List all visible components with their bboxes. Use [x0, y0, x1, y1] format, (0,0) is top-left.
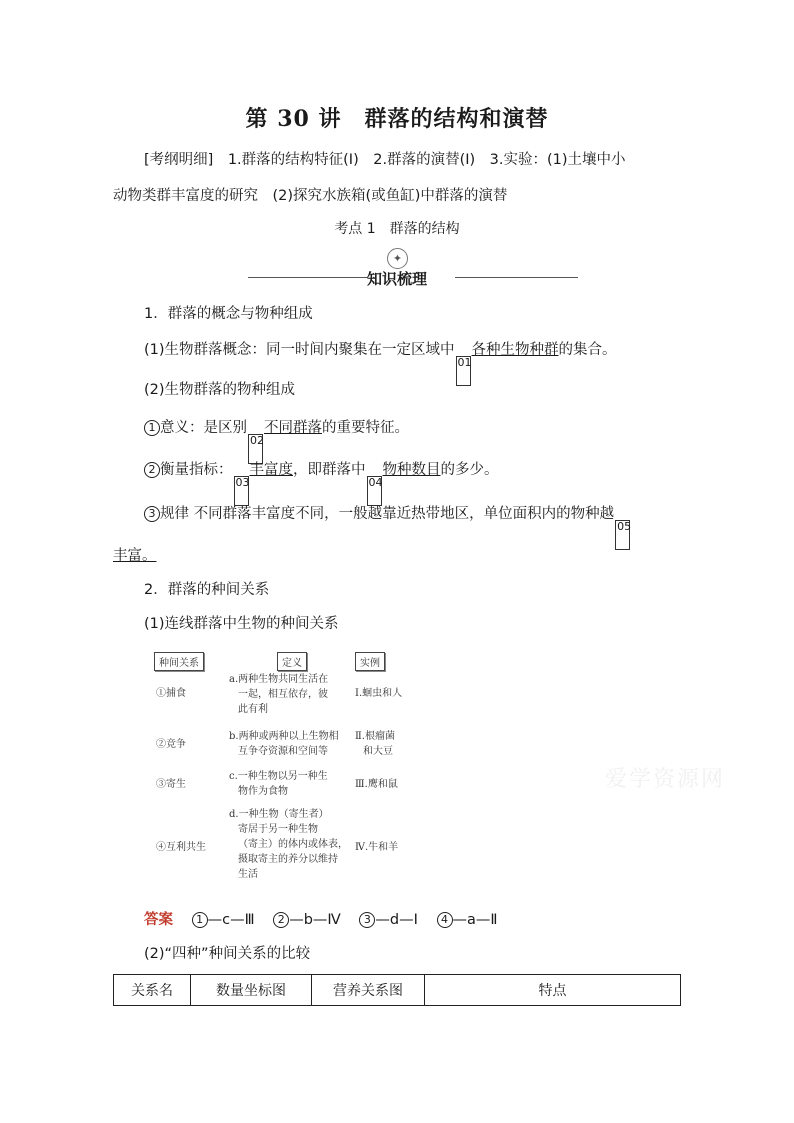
example-2: [355, 729, 395, 759]
circled-number: 1: [192, 912, 208, 928]
fill-answer: 各种生物种群: [471, 342, 559, 358]
example-line: 和大豆: [363, 746, 393, 757]
blank-number: 03: [234, 476, 249, 506]
blank-number: 05: [615, 520, 630, 550]
circled-number: 2: [273, 912, 289, 928]
fill-answer: 丰富。: [113, 548, 157, 564]
answer-item-3: [359, 912, 417, 928]
paragraph-1-2c: [144, 504, 631, 550]
circled-number: 3: [144, 506, 160, 522]
definition-d: [229, 807, 348, 882]
answer-text: —c—Ⅲ: [207, 912, 255, 928]
paragraph-1-2b: [144, 460, 499, 506]
relation-predation: ①捕食: [156, 688, 186, 699]
paragraph-1-2a: [144, 418, 409, 464]
blank-number: 04: [367, 476, 382, 506]
definition-line: 摄取寄主的养分以维持: [238, 854, 338, 865]
table-header-row: [114, 975, 681, 1006]
fill-answer: 不同群落: [264, 420, 322, 436]
figure-header-definition: 定义: [277, 652, 307, 671]
definition-line: d.一种生物（寄生者）: [229, 809, 329, 820]
section-title: 知识梳理: [366, 270, 427, 288]
definition-a: [229, 672, 328, 717]
text: 的多少。: [440, 462, 499, 478]
figure-header-relation: 种间关系: [154, 652, 204, 671]
text: 的集合。: [558, 342, 617, 358]
example-3: Ⅲ.鹰和鼠: [355, 779, 398, 790]
answer-line: [144, 910, 498, 930]
circled-number: 2: [144, 462, 160, 478]
fill-answer: 物种数目: [382, 462, 441, 478]
definition-line: 一起，相互依存，彼: [238, 689, 328, 700]
paragraph-1-2c-cont: [113, 546, 157, 566]
blank-number: 02: [248, 434, 263, 464]
page-title: 第 30 讲 群落的结构和演替: [245, 106, 549, 132]
definition-line: b.两种或两种以上生物相: [229, 731, 339, 742]
paragraph-2-2: (2)“四种”种间关系的比较: [144, 946, 311, 962]
blank-number: 01: [456, 356, 471, 386]
text: 规律 不同群落丰富度不同，一般越靠近热带地区，单位面积内的物种越: [160, 506, 615, 522]
answer-item-4: [437, 912, 498, 928]
example-1: Ⅰ.蛔虫和人: [355, 688, 403, 699]
definition-c: [229, 769, 328, 799]
watermark: 爱学资源网: [605, 767, 726, 792]
circled-number: 1: [144, 420, 160, 436]
table-header-cell: 营养关系图: [312, 975, 425, 1006]
relation-competition: ②竞争: [156, 739, 186, 750]
definition-line: 物作为食物: [238, 786, 288, 797]
compass-icon: ✦: [387, 248, 408, 269]
heading-1: 1．群落的概念与物种组成: [144, 306, 313, 322]
answer-item-1: [192, 912, 255, 928]
text: 的重要特征。: [322, 420, 409, 436]
definition-line: （寄主）的体内或体表，: [238, 839, 348, 850]
circled-number: 3: [359, 912, 375, 928]
relation-parasitism: ③寄生: [156, 779, 186, 790]
syllabus-outline-line1: [考纲明细] 1.群落的结构特征(Ⅰ) 2.群落的演替(Ⅰ) 3.实验：(1)土壤中小: [144, 152, 626, 168]
definition-line: 互争夺资源和空间等: [238, 746, 328, 757]
definition-line: 此有利: [238, 704, 268, 715]
fill-answer: 丰富度: [249, 462, 293, 478]
answer-label: 答案: [144, 912, 173, 928]
syllabus-outline-line2: 动物类群丰富度的研究 (2)探究水族箱(或鱼缸)中群落的演替: [113, 188, 508, 204]
relation-mutualism: ④互利共生: [156, 842, 206, 853]
definition-line: 生活: [238, 869, 258, 880]
definition-line: 寄居于另一种生物: [238, 824, 318, 835]
definition-line: a.两种生物共同生活在: [229, 674, 329, 685]
table-header-cell: 特点: [425, 975, 681, 1006]
circled-number: 4: [437, 912, 453, 928]
answer-text: —a—Ⅱ: [452, 912, 498, 928]
matching-figure: [150, 644, 440, 894]
definition-b: [229, 729, 339, 759]
table-header-cell: 数量坐标图: [191, 975, 312, 1006]
figure-header-example: 实例: [355, 652, 385, 671]
text: 衡量指标：: [160, 462, 233, 478]
text: 意义：是区别: [160, 420, 247, 436]
comparison-table: [113, 974, 681, 1006]
answer-text: —d—Ⅰ: [375, 912, 418, 928]
text: ，即群落中: [293, 462, 366, 478]
heading-2: 2．群落的种间关系: [144, 582, 270, 598]
topic-heading: 考点 1 群落的结构: [334, 221, 460, 237]
definition-line: c.一种生物以另一种生: [229, 771, 328, 782]
text: (1)生物群落概念：同一时间内聚集在一定区域中: [144, 342, 455, 358]
paragraph-2-1: (1)连线群落中生物的种间关系: [144, 616, 339, 632]
example-4: Ⅳ.牛和羊: [355, 842, 399, 853]
answer-item-2: [273, 912, 341, 928]
table-header-cell: 关系名: [114, 975, 191, 1006]
answer-text: —b—Ⅳ: [289, 912, 341, 928]
paragraph-1-2: (2)生物群落的物种组成: [144, 382, 296, 398]
example-line: Ⅱ.根瘤菌: [355, 731, 395, 742]
